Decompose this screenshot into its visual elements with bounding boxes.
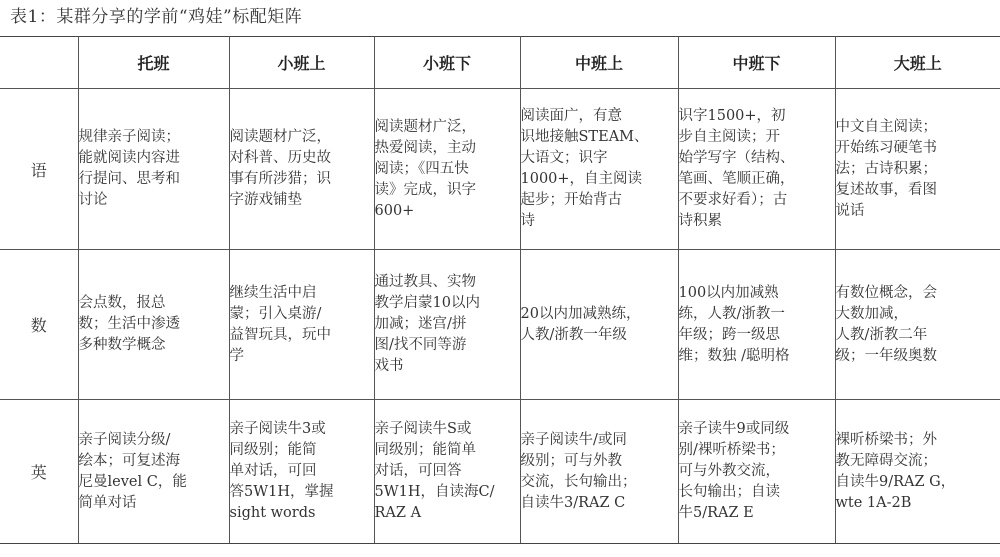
table-cell: 会点数，报总 数；生活中渗透 多种数学概念 <box>78 250 229 400</box>
preschool-matrix-table <box>0 36 1000 544</box>
table-cell: 阅读面广，有意 识地接触STEAM、 大语文；识字 1000+，自主阅读 起步；开始背古 诗 <box>520 89 678 250</box>
table-row-math <box>0 250 1000 400</box>
header-row <box>0 37 1000 89</box>
table-caption: 表1：某群分享的学前“鸡娃”标配矩阵 <box>10 7 303 27</box>
table-cell: 中文自主阅读； 开始练习硬笔书 法；古诗积累； 复述故事，看图 说话 <box>835 89 1000 250</box>
table-row-english <box>0 400 1000 544</box>
table-cell: 有数位概念，会 大数加减， 人教/浙教二年 级；一年级奥数 <box>835 250 1000 400</box>
header-corner <box>0 37 78 89</box>
table-cell: 规律亲子阅读； 能就阅读内容进 行提问、思考和 讨论 <box>78 89 229 250</box>
table-cell: 100以内加减熟 练，人教/浙教一 年级；跨一级思 维；数独 /聪明格 <box>678 250 835 400</box>
header-xiaoban-shang: 小班上 <box>229 37 374 89</box>
table-cell: 亲子阅读分级/ 绘本；可复述海 尼曼level C，能 简单对话 <box>78 400 229 544</box>
table-cell: 亲子阅读牛S或 同级别；能简单 对话，可回答 5W1H，自读海C/ RAZ A <box>374 400 520 544</box>
table-cell: 20以内加减熟练， 人教/浙教一年级 <box>520 250 678 400</box>
table-cell: 阅读题材广泛， 对科普、历史故 事有所涉猎；识 字游戏铺垫 <box>229 89 374 250</box>
table-cell: 阅读题材广泛， 热爱阅读，主动 阅读；《四五快 读》完成，识字 600+ <box>374 89 520 250</box>
header-tuoban: 托班 <box>78 37 229 89</box>
subject-label: 语 <box>0 89 78 250</box>
header-zhongban-shang: 中班上 <box>520 37 678 89</box>
table-cell: 亲子阅读牛/或同 级别；可与外教 交流，长句输出； 自读牛3/RAZ C <box>520 400 678 544</box>
table-cell: 继续生活中启 蒙；引入桌游/ 益智玩具，玩中 学 <box>229 250 374 400</box>
table-cell: 亲子阅读牛3或 同级别；能简 单对话，可回 答5W1H，掌握 sight words <box>229 400 374 544</box>
table-cell: 亲子读牛9或同级 别/裸听桥梁书； 可与外教交流， 长句输出；自读 牛5/RAZ E <box>678 400 835 544</box>
header-zhongban-xia: 中班下 <box>678 37 835 89</box>
subject-label: 英 <box>0 400 78 544</box>
table-cell: 裸听桥梁书；外 教无障碍交流； 自读牛9/RAZ G， wte 1A-2B <box>835 400 1000 544</box>
table-cell: 识字1500+，初 步自主阅读；开 始学写字（结构、 笔画、笔顺正确， 不要求好看）；古 诗积累 <box>678 89 835 250</box>
header-daban-shang: 大班上 <box>835 37 1000 89</box>
header-xiaoban-xia: 小班下 <box>374 37 520 89</box>
table-cell: 通过教具、实物 教学启蒙10以内 加减；迷宫/拼 图/找不同等游 戏书 <box>374 250 520 400</box>
table-row-chinese <box>0 89 1000 250</box>
subject-label: 数 <box>0 250 78 400</box>
